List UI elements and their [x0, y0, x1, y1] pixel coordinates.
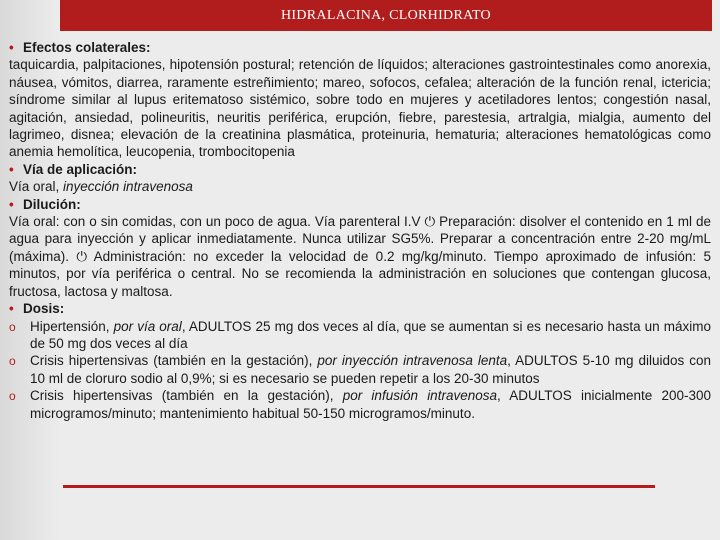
dosis-item-a: Crisis hipertensivas (también en la gestación), — [30, 353, 318, 369]
via-text-plain: Vía oral, — [9, 179, 64, 195]
section-dosis — [9, 300, 711, 422]
dosis-item-c: , ADULTOS 5-10 mg diluidos con 10 ml de cloruro sodio al 0,9%; si es necesario se pueden repetir a los 20-30 minutos — [30, 353, 711, 386]
dosis-item-text — [30, 318, 711, 353]
dosis-item-c: , ADULTOS inicialmente 200-300 microgramos/minuto; mantenimiento habitual 50-150 microgramos/minuto. — [30, 388, 711, 421]
heading-efectos: Efectos colaterales: — [23, 40, 151, 55]
via-text — [9, 178, 711, 195]
via-text-italic: inyección intravenosa — [63, 179, 193, 195]
list-item — [9, 387, 711, 422]
dosis-item-text — [30, 387, 711, 422]
dosis-item-text — [30, 352, 711, 387]
bullet-icon: • — [9, 301, 14, 317]
heading-via: Vía de aplicación: — [23, 161, 138, 177]
bullet-icon: • — [9, 161, 14, 177]
document-body — [9, 39, 711, 422]
page-title: HIDRALACINA, CLORHIDRATO — [281, 7, 491, 23]
heading-dosis: Dosis: — [23, 301, 65, 317]
list-item — [9, 318, 711, 353]
dosis-item-route: por inyección intravenosa lenta — [317, 353, 508, 369]
bullet-icon: • — [9, 196, 14, 212]
circle-bullet-icon: o — [9, 354, 16, 369]
list-item — [9, 352, 711, 387]
dosis-item-route: por infusión intravenosa — [342, 388, 497, 404]
circle-bullet-icon: o — [9, 389, 16, 404]
section-via — [9, 161, 711, 196]
dilucion-text: Vía oral: con o sin comidas, con un poco de agua. Vía parenteral I.V ⏻ Preparación: disolver el contenido en 1 ml de agua para inyección y aplicar inmediatamente. Nunca utilizar SG5%. Preparar a concentración entre 2-20 mg/mL (máxima). ⏻ Administración: no exceder la velocidad de 0.2 mg/kg/minuto. Tiempo aproximado de infusión: 5 minutos, por vía periférica o central. No se recomienda la administración en soluciones que contengan glucosa, fructosa, lactosa y maltosa. — [9, 214, 711, 299]
dosis-item-route: por vía oral — [113, 318, 182, 334]
section-heading — [9, 300, 711, 317]
bullet-icon: • — [9, 40, 14, 55]
section-dilucion — [9, 196, 711, 300]
dosis-item-a: Hipertensión, — [30, 318, 114, 334]
dosis-item-a: Crisis hipertensivas (también en la gestación), — [30, 388, 343, 404]
section-heading — [9, 196, 711, 213]
heading-dilucion: Dilución: — [23, 196, 81, 212]
dosis-item-c: , ADULTOS 25 mg dos veces al día, que se aumentan si es necesario hasta un máximo de 50 mg dos veces al día — [30, 318, 711, 351]
section-efectos — [9, 39, 711, 161]
title-bar — [60, 0, 712, 31]
red-underline-divider — [63, 485, 655, 488]
section-heading — [9, 161, 711, 178]
circle-bullet-icon: o — [9, 319, 16, 334]
efectos-text: taquicardia, palpitaciones, hipotensión postural; retención de líquidos; alteraciones gastrointestinales como anorexia, náusea, vómitos, diarrea, raramente estreñimiento; mareo, sofocos, cefalea; alteración de la función renal, ictericia; síndrome similar al lupus eritematoso sistémico, sobre todo en mujeres y acetiladores lentos; congestión nasal, agitación, ansiedad, polineuritis, neuritis periférica, erupción, fiebre, parestesia, artralgia, mialgia, aumento del lagrimeo, disnea; elevación de la creatinina plasmática, proteinuria, hematuria; alteraciones hematológicas como anemia hemolítica, leucopenia, trombocitopenia — [9, 57, 711, 160]
section-heading — [9, 39, 711, 56]
